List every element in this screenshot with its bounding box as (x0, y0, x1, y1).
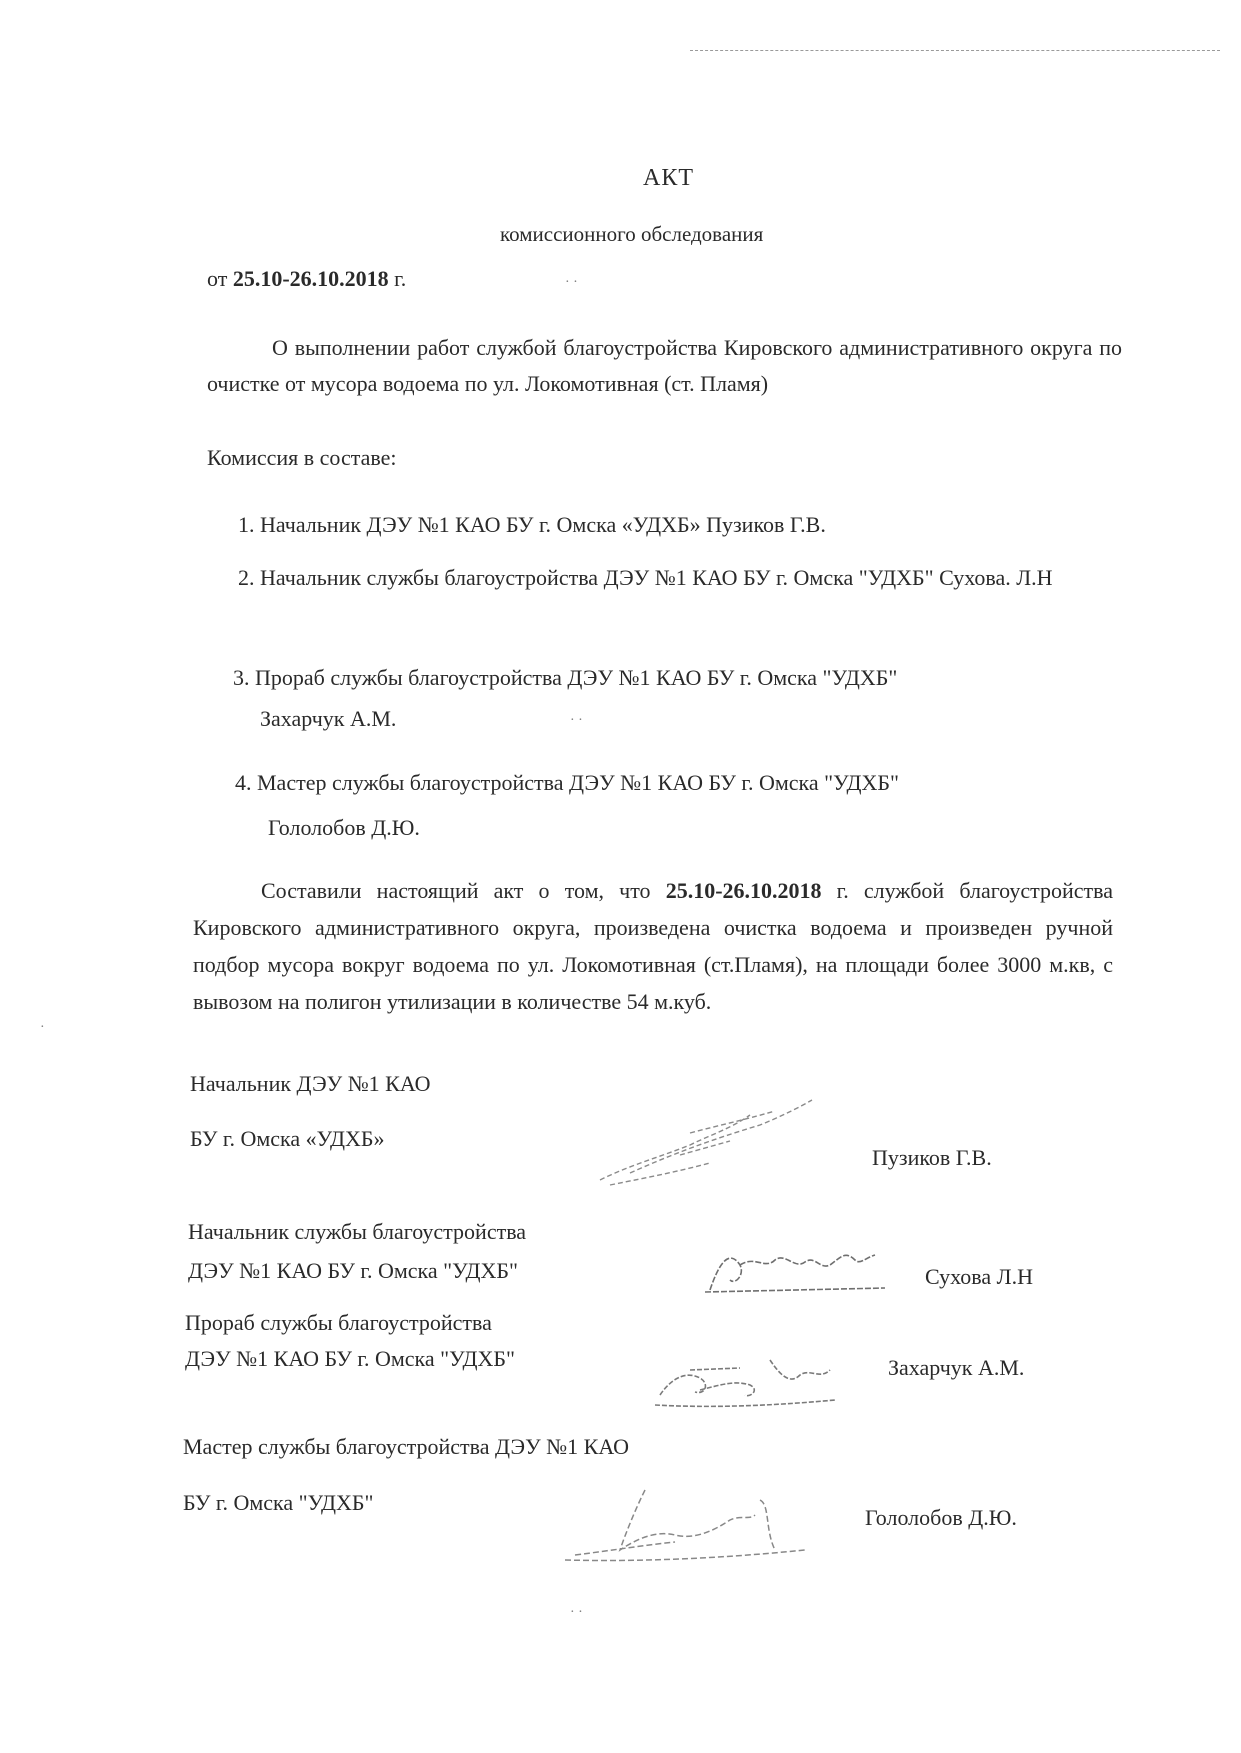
document-subtitle: комиссионного обследования (500, 222, 764, 246)
signature-3 (650, 1340, 840, 1415)
member-number: 1. (238, 512, 255, 537)
document-date-line (207, 266, 406, 292)
signature-name-3: Захарчук А.М. (888, 1355, 1025, 1380)
scan-speck: · · (565, 275, 578, 290)
document-subject: О выполнении работ службой благоустройства Кировского административного округа по очистке от мусора водоема по ул. Локомотивная (ст. Пламя) (207, 335, 1122, 396)
document-title: АКТ (643, 165, 694, 191)
signature-position-3a: Прораб службы благоустройства (185, 1310, 492, 1335)
signature-position-4a: Мастер службы благоустройства ДЭУ №1 КАО (183, 1434, 629, 1459)
signature-position-4b: БУ г. Омска "УДХБ" (183, 1490, 374, 1515)
member-number: 2. (238, 565, 255, 590)
member-name-3: Захарчук А.М. (260, 706, 397, 731)
signature-position-3b: ДЭУ №1 КАО БУ г. Омска "УДХБ" (185, 1346, 516, 1371)
signature-name-4: Гололобов Д.Ю. (865, 1505, 1017, 1530)
date-suffix: г. (394, 266, 407, 291)
signature-2 (695, 1230, 895, 1300)
member-item-3 (233, 665, 897, 691)
member-number: 4. (235, 770, 252, 795)
scan-speck: · · (570, 1605, 583, 1620)
commission-label: Комиссия в составе: (207, 445, 397, 470)
date-prefix: от (207, 266, 228, 291)
body-part-2: г. службой благоустройства Кировского административного округа, произведена очистка водоема и произведен ручной подбор мусора вокруг водоема по ул. Локомотивная (ст.Пламя), на площади более 3000 м.кв, с вывозом на полигон утилизации в количестве 54 м.куб. (193, 878, 1114, 1014)
body-date: 25.10-26.10.2018 (665, 878, 822, 903)
member-name-4: Гололобов Д.Ю. (268, 815, 420, 840)
member-text: Прораб службы благоустройства ДЭУ №1 КАО БУ г. Омска "УДХБ" (255, 665, 898, 690)
body-part-1: Составили настоящий акт о том, что (261, 878, 651, 903)
signature-name-2: Сухова Л.Н (925, 1264, 1033, 1289)
signature-name-1: Пузиков Г.В. (872, 1145, 992, 1170)
member-text: Начальник службы благоустройства ДЭУ №1 КАО БУ г. Омска "УДХБ" Сухова. Л.Н (260, 565, 1053, 590)
signature-position-1b: БУ г. Омска «УДХБ» (190, 1126, 385, 1151)
date-value: 25.10-26.10.2018 (232, 266, 389, 291)
scan-top-rule (690, 50, 1220, 51)
signature-position-1a: Начальник ДЭУ №1 КАО (190, 1071, 431, 1096)
member-text: Мастер службы благоустройства ДЭУ №1 КАО БУ г. Омска "УДХБ" (257, 770, 900, 795)
document-body (193, 872, 1113, 1020)
signature-4 (555, 1460, 815, 1570)
member-number: 3. (233, 665, 250, 690)
member-item-1 (238, 512, 826, 538)
scan-speck: · · (570, 713, 583, 728)
signature-position-2a: Начальник службы благоустройства (188, 1219, 527, 1244)
signature-position-2b: ДЭУ №1 КАО БУ г. Омска "УДХБ" (188, 1258, 519, 1283)
member-item-2 (238, 560, 1118, 596)
scan-speck: · (40, 1020, 45, 1035)
signature-1 (590, 1085, 820, 1195)
member-item-4 (235, 770, 899, 796)
member-text: Начальник ДЭУ №1 КАО БУ г. Омска «УДХБ» Пузиков Г.В. (260, 512, 826, 537)
